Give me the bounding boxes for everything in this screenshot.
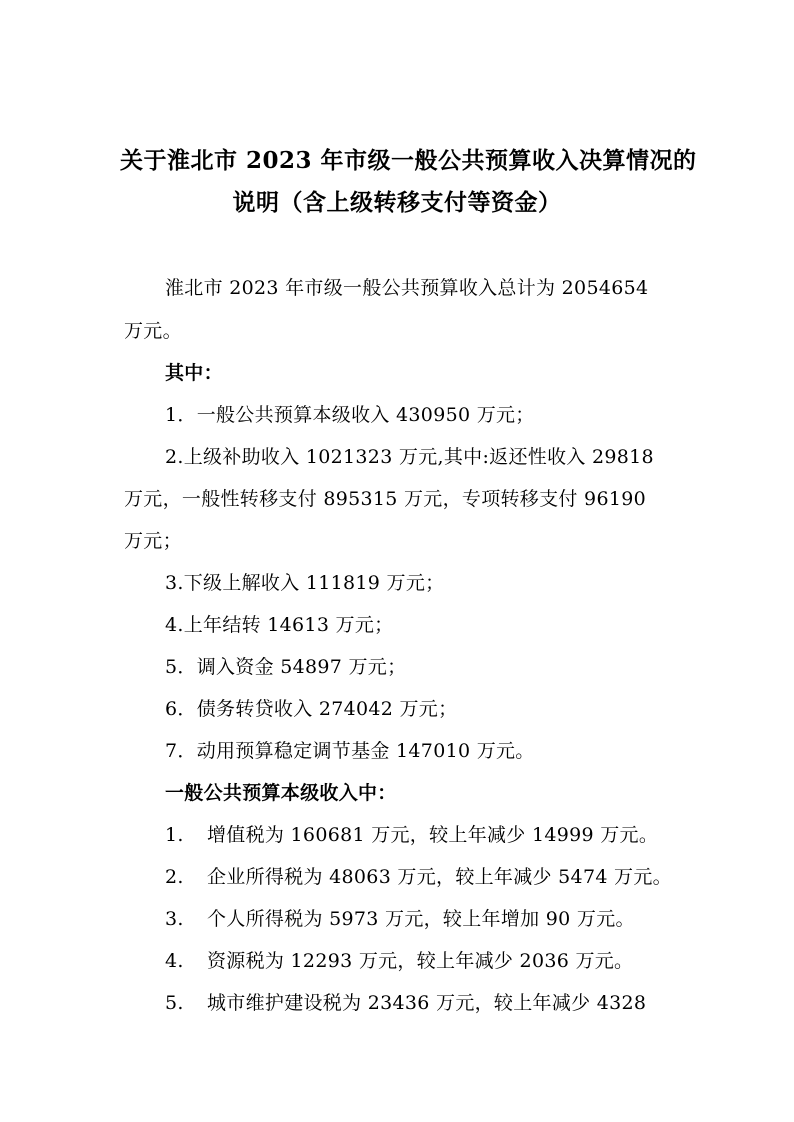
item-2-line-1: 2.上级补助收入 1021323 万元,其中:返还性收入 29818 [165, 446, 654, 468]
item-4: 4.上年结转 14613 万元； [165, 614, 394, 636]
document-title-line-1: 关于淮北市 2023 年市级一般公共预算收入决算情况的 [120, 147, 697, 174]
local-revenue-heading: 一般公共预算本级收入中： [165, 782, 397, 804]
local-item-number: 2. [165, 866, 184, 888]
item-2-line-3: 万元； [124, 530, 182, 552]
local-item-text: 资源税为 12293 万元，较上年减少 2036 万元。 [207, 950, 634, 972]
local-item-text: 城市维护建设税为 23436 万元，较上年减少 4328 [207, 992, 647, 1014]
local-item-text: 个人所得税为 5973 万元，较上年增加 90 万元。 [207, 908, 635, 930]
document-title-line-2: 说明（含上级转移支付等资金） [232, 189, 562, 216]
local-item-3 [165, 904, 635, 931]
intro-line-2: 万元。 [124, 320, 182, 342]
item-7: 7．动用预算稳定调节基金 147010 万元。 [165, 740, 535, 762]
local-item-text: 企业所得税为 48063 万元，较上年减少 5474 万元。 [207, 866, 672, 888]
local-item-2 [165, 862, 672, 889]
local-item-number: 4. [165, 950, 184, 972]
intro-line-1: 淮北市 2023 年市级一般公共预算收入总计为 2054654 [165, 277, 649, 299]
item-2-line-2: 万元，一般性转移支付 895315 万元，专项转移支付 96190 [124, 488, 646, 510]
local-item-4 [165, 946, 633, 973]
local-item-number: 1. [165, 824, 184, 846]
local-item-number: 3. [165, 908, 184, 930]
item-1: 1．一般公共预算本级收入 430950 万元； [165, 404, 535, 426]
item-3: 3.下级上解收入 111819 万元； [165, 572, 445, 594]
local-item-text: 增值税为 160681 万元，较上年减少 14999 万元。 [207, 824, 659, 846]
item-6: 6．债务转贷收入 274042 万元； [165, 698, 458, 720]
local-item-number: 5. [165, 992, 184, 1014]
local-item-5 [165, 988, 646, 1015]
item-5: 5．调入资金 54897 万元； [165, 656, 407, 678]
among-heading: 其中： [165, 362, 223, 384]
local-item-1 [165, 820, 658, 847]
